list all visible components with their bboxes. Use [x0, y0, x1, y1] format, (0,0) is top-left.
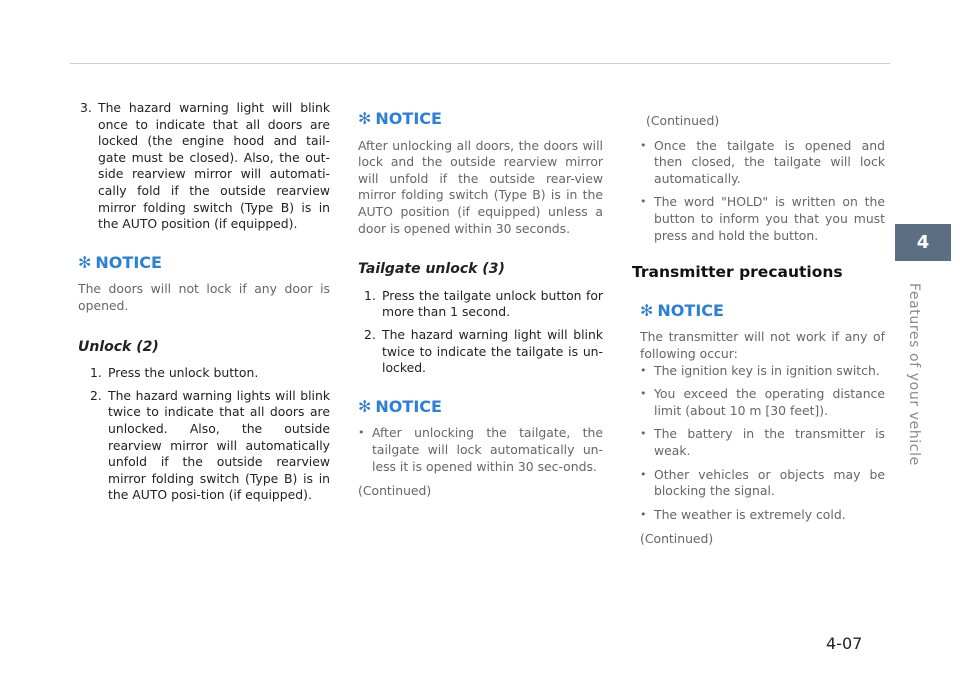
- notice-body: The doors will not lock if any door is opened.: [78, 281, 330, 313]
- bullet-text: The word "HOLD" is written on the button to inform you that you must press and hold the button.: [654, 194, 885, 243]
- step-number: 3.: [80, 100, 92, 115]
- notice-continued-body: [640, 138, 885, 245]
- notice-bullet: [640, 426, 885, 459]
- unlock-step-1: [90, 365, 330, 382]
- notice-star-icon: ✻: [358, 109, 372, 128]
- step-number: 1.: [90, 365, 102, 381]
- chapter-tab: 4: [895, 224, 951, 261]
- continued-label: (Continued): [646, 113, 720, 128]
- section-title: Transmitter precautions: [632, 263, 843, 282]
- unlock-heading: Unlock (2): [78, 338, 159, 355]
- notice-title: NOTICE: [95, 252, 162, 272]
- bullet-text: The battery in the transmitter is weak.: [654, 426, 885, 458]
- column-right: [632, 113, 885, 548]
- notice-bullet: [358, 425, 603, 475]
- top-rule: [70, 63, 890, 64]
- notice-heading: [78, 252, 330, 272]
- continued-label: (Continued): [358, 483, 432, 499]
- notice-star-icon: ✻: [358, 396, 372, 416]
- column-middle: [358, 111, 603, 500]
- step-text: Press the tailgate unlock button for more than 1 second.: [382, 287, 603, 320]
- page-number: 4-07: [826, 634, 863, 653]
- step-number: 1.: [364, 287, 376, 303]
- step-text: The hazard warning light will blink twice to indicate the tailgate is un-locked.: [382, 326, 603, 376]
- notice-title: NOTICE: [657, 300, 724, 320]
- bullet-icon: •: [640, 387, 647, 401]
- bullet-text: The ignition key is in ignition switch.: [654, 362, 880, 378]
- notice-body: After unlocking all doors, the doors will lock and the outside rearview mirror will unfold if the outside rear-view mirror folding switch (Type B) is in the AUTO position (if equipped) unless a door is opened within 30 seconds.: [358, 137, 603, 236]
- unlock-step-2: [90, 388, 330, 504]
- tailgate-heading: Tailgate unlock (3): [358, 261, 505, 278]
- notice-body: [640, 329, 885, 548]
- notice-star-icon: ✻: [640, 300, 654, 320]
- notice-bullet: [640, 138, 885, 188]
- notice-bullet: [640, 467, 885, 500]
- step-number: 2.: [364, 326, 376, 342]
- column-left: [78, 100, 330, 510]
- bullet-icon: •: [640, 195, 647, 209]
- bullet-text: The weather is extremely cold.: [654, 506, 846, 522]
- bullet-text: Other vehicles or objects may be blocking the signal.: [654, 466, 885, 499]
- bullet-icon: •: [640, 363, 647, 377]
- step-3: [80, 100, 330, 233]
- notice-heading: [358, 396, 603, 416]
- continued-label: (Continued): [640, 531, 714, 547]
- notice-bullet: [640, 386, 885, 419]
- step-text: The hazard warning light will blink once to indicate that all doors are locked (the engine hood and tail-gate must be closed). Also, the out-side rearview mirror will automati-cally fold if the outside rearview mirror folding switch (Type B) is in the AUTO position (if equipped).: [98, 100, 330, 232]
- step-text: Press the unlock button.: [108, 365, 259, 381]
- bullet-text: You exceed the operating distance limit (about 10 m [30 feet]).: [654, 386, 885, 418]
- tailgate-step-1: [364, 288, 603, 321]
- bullet-icon: •: [358, 426, 365, 440]
- notice-title: NOTICE: [375, 109, 442, 128]
- chapter-title: Features of your vehicle: [906, 283, 922, 466]
- notice-intro: The transmitter will not work if any of following occur:: [640, 329, 885, 361]
- notice-heading: [640, 300, 885, 320]
- bullet-text: Once the tailgate is opened and then closed, the tailgate will lock automatically.: [654, 137, 885, 186]
- notice-body: [358, 425, 603, 499]
- step-number: 2.: [90, 387, 102, 403]
- step-text: The hazard warning lights will blink twice to indicate that all doors are unlocked. Also, the outside rearview mirror will automatically unfold if the outside rearview mirror folding switch (Type B) is in the AUTO posi-tion (if equipped).: [108, 387, 330, 503]
- tailgate-step-2: [364, 327, 603, 377]
- bullet-icon: •: [640, 507, 647, 521]
- notice-bullet: [640, 507, 885, 524]
- bullet-icon: •: [640, 138, 647, 152]
- bullet-icon: •: [640, 427, 647, 441]
- notice-heading: [358, 111, 603, 128]
- notice-star-icon: ✻: [78, 252, 92, 272]
- bullet-text: After unlocking the tailgate, the tailgate will lock automatically un-less it is opened within 30 sec-onds.: [372, 425, 603, 474]
- notice-bullet: [640, 194, 885, 244]
- chapter-title-vertical: [906, 283, 924, 466]
- notice-title: NOTICE: [375, 396, 442, 416]
- notice-bullet: [640, 363, 885, 380]
- bullet-icon: •: [640, 467, 647, 481]
